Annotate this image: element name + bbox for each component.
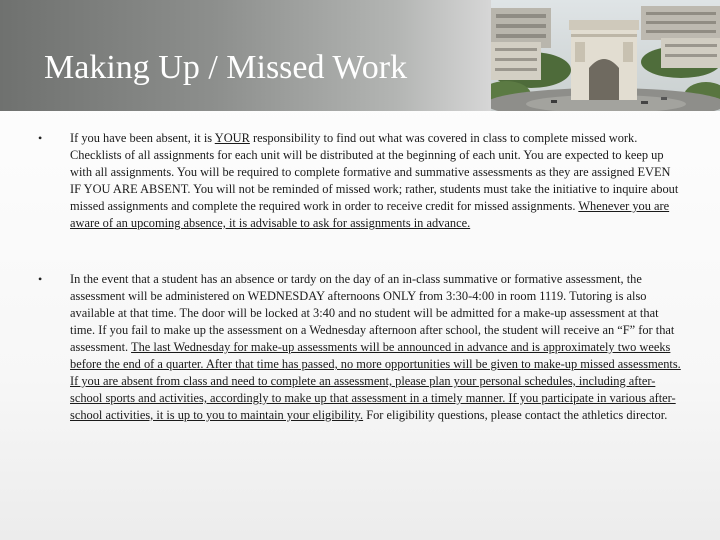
- bullet-mark: •: [38, 131, 43, 145]
- bullet-text: If you have been absent, it is YOUR responsibility to find out what was covered in class to complete missed work. Checklists of all assignments for each unit will be distributed at the beginning of each unit. You are expected to keep up with all assignments. You will be required to complete formative and summative assessments as they are assigned EVEN IF YOU ARE ABSENT. You will not be reminded of missed work; rather, students must take the initiative to inquire about missed assignments and complete the required work in order to receive credit for missed assignments. Whenever you are aware of an upcoming absence, it is advisable to ask for assignments in advance.: [70, 131, 679, 230]
- emphasis-your: YOUR: [214, 131, 250, 145]
- make-up-deadline-passage: The last Wednesday for make-up assessments will be announced in advance and is approximately two weeks before the end of a quarter. After that time has passed, no more opportunities will be given to make-up missed assessments. If you are absent from class and need to complete an assessment, please plan your personal schedules, including after-school sports and activities, accordingly to make up that assessment in a timely manner. If you participate in various after-school activities, it is up to you to maintain your eligibility.: [70, 340, 681, 422]
- bullet-mark: •: [38, 272, 43, 286]
- bullet-text: In the event that a student has an absence or tardy on the day of an in-class summative or formative assessment, the assessment will be administered on WEDNESDAY afternoons ONLY from 3:30-4:00 in room 1119. Tutoring is also available at that time. The door will be locked at 3:40 and no student will be admitted for a make-up assessment at that time. If you fail to make up the assessment on a Wednesday afternoon after school, the student will receive an “F” for that assessment. The last Wednesday for make-up assessments will be announced in advance and is approximately two weeks before the end of a quarter. After that time has passed, no more opportunities will be given to make-up missed assessments. If you are absent from class and need to complete an assessment, please plan your personal schedules, including after-school sports and activities, accordingly to make up that assessment in a timely manner. If you participate in various after-school activities, it is up to you to maintain your eligibility. For eligibility questions, please contact the athletics director.: [70, 272, 681, 422]
- slide-title: Making Up / Missed Work: [44, 49, 408, 86]
- advance-notice-sentence: Whenever you are aware of an upcoming absence, it is advisable to ask for assignments in advance.: [70, 199, 670, 230]
